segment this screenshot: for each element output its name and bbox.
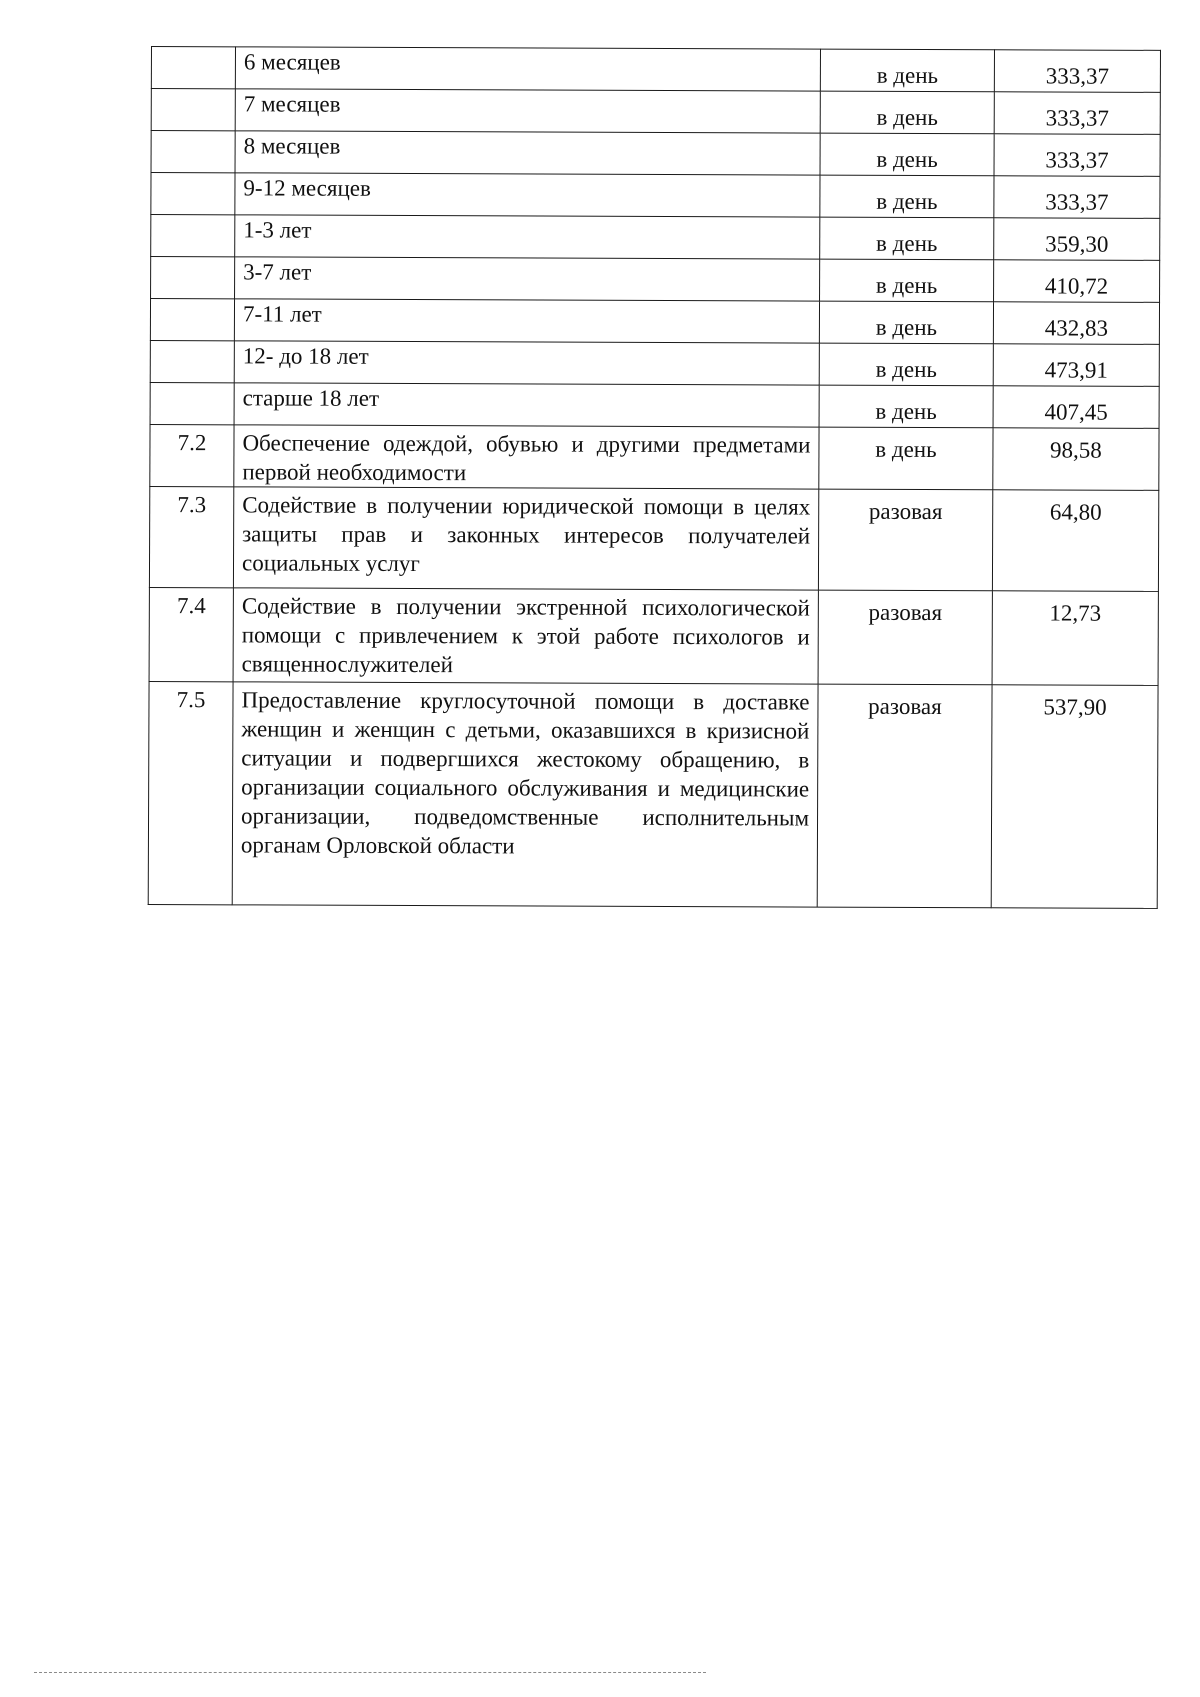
service-name: 7-11 лет [234,299,819,343]
row-number [151,89,235,131]
tariff-price: 333,37 [994,92,1160,135]
tariff-price: 473,91 [993,344,1159,387]
table-row [151,89,1160,135]
service-name: 8 месяцев [235,131,820,175]
service-name: 7 месяцев [235,89,820,133]
service-name: старше 18 лет [234,383,819,427]
table-row [151,47,1160,93]
unit-of-service: в день [820,91,994,134]
tariff-price: 333,37 [994,176,1160,219]
row-number: 7.3 [149,486,233,587]
row-number: 7.2 [150,424,234,486]
table-row [150,299,1159,345]
tariff-price: 333,37 [994,50,1160,93]
service-name: Содействие в получении экстренной психологической помощи с привлечением к этой работе психологов и священнослужителей [233,588,818,684]
tariff-price: 98,58 [993,428,1159,491]
row-number [151,131,235,173]
service-name: Предоставление круглосуточной помощи в доставке женщин и женщин с детьми, оказавшихся в кризисной ситуации и подвергшихся жестокому обращению, в организации социального обслуживания и медицинские организации, подведомственные исполнительным органам Орловской области [232,682,818,907]
service-name: Содействие в получении юридической помощи в целях защиты прав и законных интересов получателей социальных услуг [233,487,818,590]
table-row [150,424,1159,490]
table-row [150,340,1159,386]
table-row [151,215,1160,261]
tariff-price: 407,45 [993,386,1159,429]
table-row [150,382,1159,428]
unit-of-service: в день [819,301,993,344]
service-name: 6 месяцев [235,47,820,91]
row-number [151,173,235,215]
service-name: 3-7 лет [235,257,820,301]
scan-edge-line [34,1672,706,1673]
service-name: 1-3 лет [235,215,820,259]
tariff-table [148,46,1161,909]
service-name: 12- до 18 лет [234,341,819,385]
unit-of-service: разовая [818,590,992,685]
table-row [151,257,1160,303]
unit-of-service: разовая [818,489,992,591]
unit-of-service: разовая [817,684,992,908]
unit-of-service: в день [820,217,994,260]
row-number [150,299,234,341]
unit-of-service: в день [820,133,994,176]
table-row [151,131,1160,177]
unit-of-service: в день [819,343,993,386]
row-number [151,47,235,89]
unit-of-service: в день [820,49,994,92]
tariff-price: 64,80 [992,490,1158,592]
tariff-price: 333,37 [994,134,1160,177]
tariff-price: 537,90 [991,685,1158,909]
service-name: 9-12 месяцев [235,173,820,217]
unit-of-service: в день [819,427,993,490]
unit-of-service: в день [820,175,994,218]
row-number [150,382,234,424]
table-row [149,486,1158,591]
unit-of-service: в день [819,385,993,428]
row-number [150,340,234,382]
table-row [149,587,1158,685]
tariff-price: 12,73 [992,591,1158,686]
row-number: 7.4 [149,587,233,681]
row-number [151,215,235,257]
service-name: Обеспечение одеждой, обувью и другими предметами первой необходимости [234,425,819,489]
row-number [151,257,235,299]
unit-of-service: в день [820,259,994,302]
row-number: 7.5 [148,681,233,904]
tariff-price: 359,30 [994,218,1160,261]
tariff-price: 410,72 [994,260,1160,303]
table-row [148,681,1158,908]
document-page [148,46,1160,909]
table-row [151,173,1160,219]
tariff-price: 432,83 [993,302,1159,345]
